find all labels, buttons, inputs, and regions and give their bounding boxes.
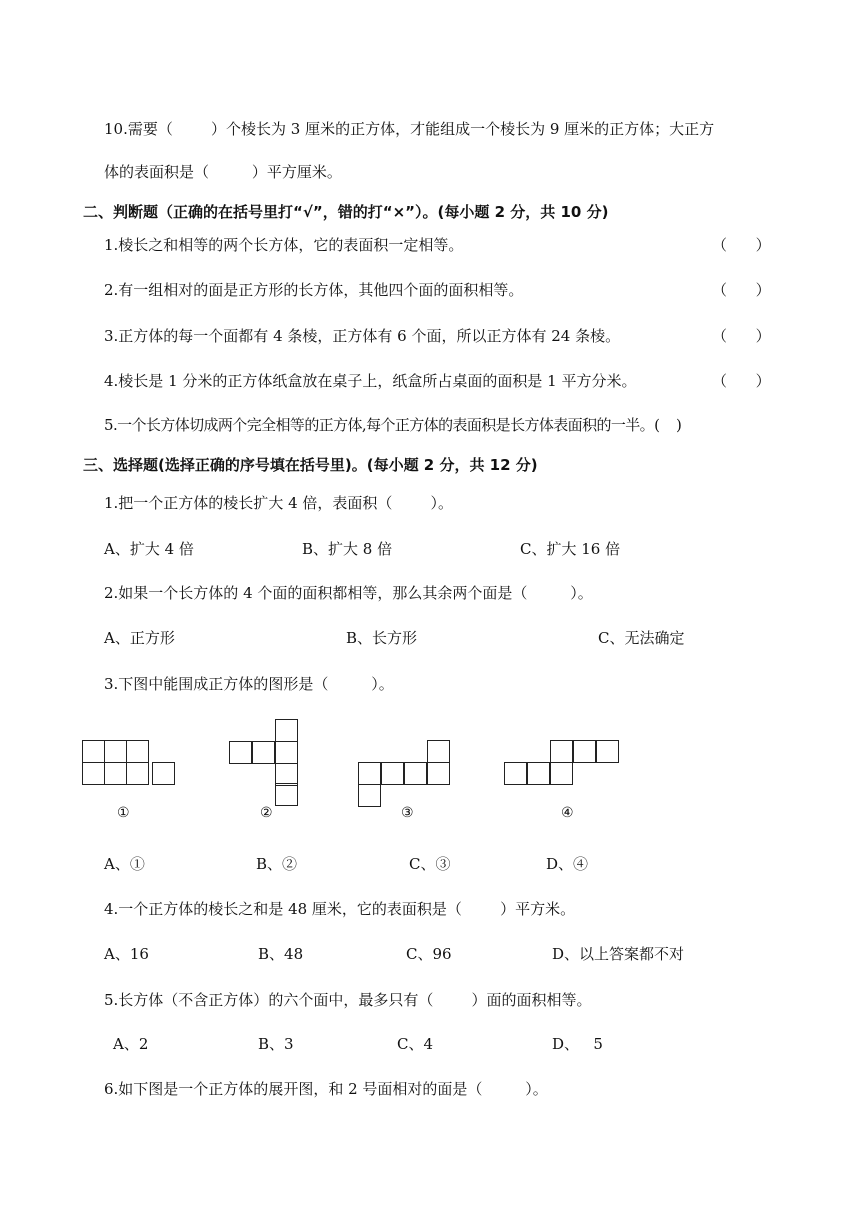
q10-line1: 10.需要（ ）个棱长为 3 厘米的正方体，才能组成一个棱长为 9 厘米的正方体；大正方 [104,120,715,138]
s2-item-3: 3.正方体的每一个面都有 4 条棱，正方体有 6 个面，所以正方体有 24 条棱。 [104,327,621,345]
s3-q3-option-c: C、③ [409,855,451,873]
s3-q5-option-a: A、2 [113,1035,149,1053]
s3-q1-option-b: B、扩大 8 倍 [302,540,393,558]
s3-q4-option-a: A、16 [104,945,149,963]
s3-q5: 5.长方体（不含正方体）的六个面中，最多只有（ ）面的面积相等。 [104,991,592,1009]
s2-item-4-paren: （ ） [712,372,771,390]
s3-q1: 1.把一个正方体的棱长扩大 4 倍，表面积（ ）。 [104,494,454,512]
s3-q4: 4.一个正方体的棱长之和是 48 厘米，它的表面积是（ ）平方米。 [104,900,576,918]
s3-q1-option-a: A、扩大 4 倍 [104,540,194,558]
s3-q4-option-c: C、96 [406,945,452,963]
s2-item-1: 1.棱长之和相等的两个长方体，它的表面积一定相等。 [104,236,464,254]
s3-q3-option-a: A、① [104,855,145,873]
s3-q5-option-c: C、4 [397,1035,434,1053]
s3-q4-option-b: B、48 [258,945,304,963]
s3-q5-option-d: D、 5 [552,1035,603,1053]
s2-item-1-paren: （ ） [712,236,771,254]
s3-q5-option-b: B、3 [258,1035,294,1053]
figure-label-3: ③ [401,805,414,821]
section2-title: 二、判断题（正确的在括号里打“√”，错的打“×”）。(每小题 2 分，共 10 分) [83,203,609,221]
s3-q3: 3.下图中能围成正方体的图形是（ ）。 [104,675,394,693]
s3-q1-option-c: C、扩大 16 倍 [520,540,621,558]
s2-item-3-paren: （ ） [712,327,771,345]
s3-q4-option-d: D、以上答案都不对 [552,945,685,963]
s2-item-2: 2.有一组相对的面是正方形的长方体，其他四个面的面积相等。 [104,281,524,299]
figure-label-2: ② [260,805,273,821]
section3-title: 三、选择题(选择正确的序号填在括号里)。(每小题 2 分，共 12 分) [83,456,538,474]
s3-q6: 6.如下图是一个正方体的展开图，和 2 号面相对的面是（ ）。 [104,1080,548,1098]
s3-q2-option-c: C、无法确定 [598,629,685,647]
figure-label-4: ④ [561,805,574,821]
s3-q2: 2.如果一个长方体的 4 个面的面积都相等，那么其余两个面是（ ）。 [104,584,593,602]
s2-item-5: 5.一个长方体切成两个完全相等的正方体,每个正方体的表面积是长方体表面积的一半。( ) [104,416,682,434]
s2-item-4: 4.棱长是 1 分米的正方体纸盒放在桌子上，纸盒所占桌面的面积是 1 平方分米。 [104,372,637,390]
figure-label-1: ① [117,805,130,821]
s3-q2-option-b: B、长方形 [346,629,418,647]
q10-line2: 体的表面积是（ ）平方厘米。 [104,163,342,181]
s2-item-2-paren: （ ） [712,281,771,299]
s3-q2-option-a: A、正方形 [104,629,175,647]
s3-q3-option-b: B、② [256,855,298,873]
s3-q3-option-d: D、④ [546,855,589,873]
